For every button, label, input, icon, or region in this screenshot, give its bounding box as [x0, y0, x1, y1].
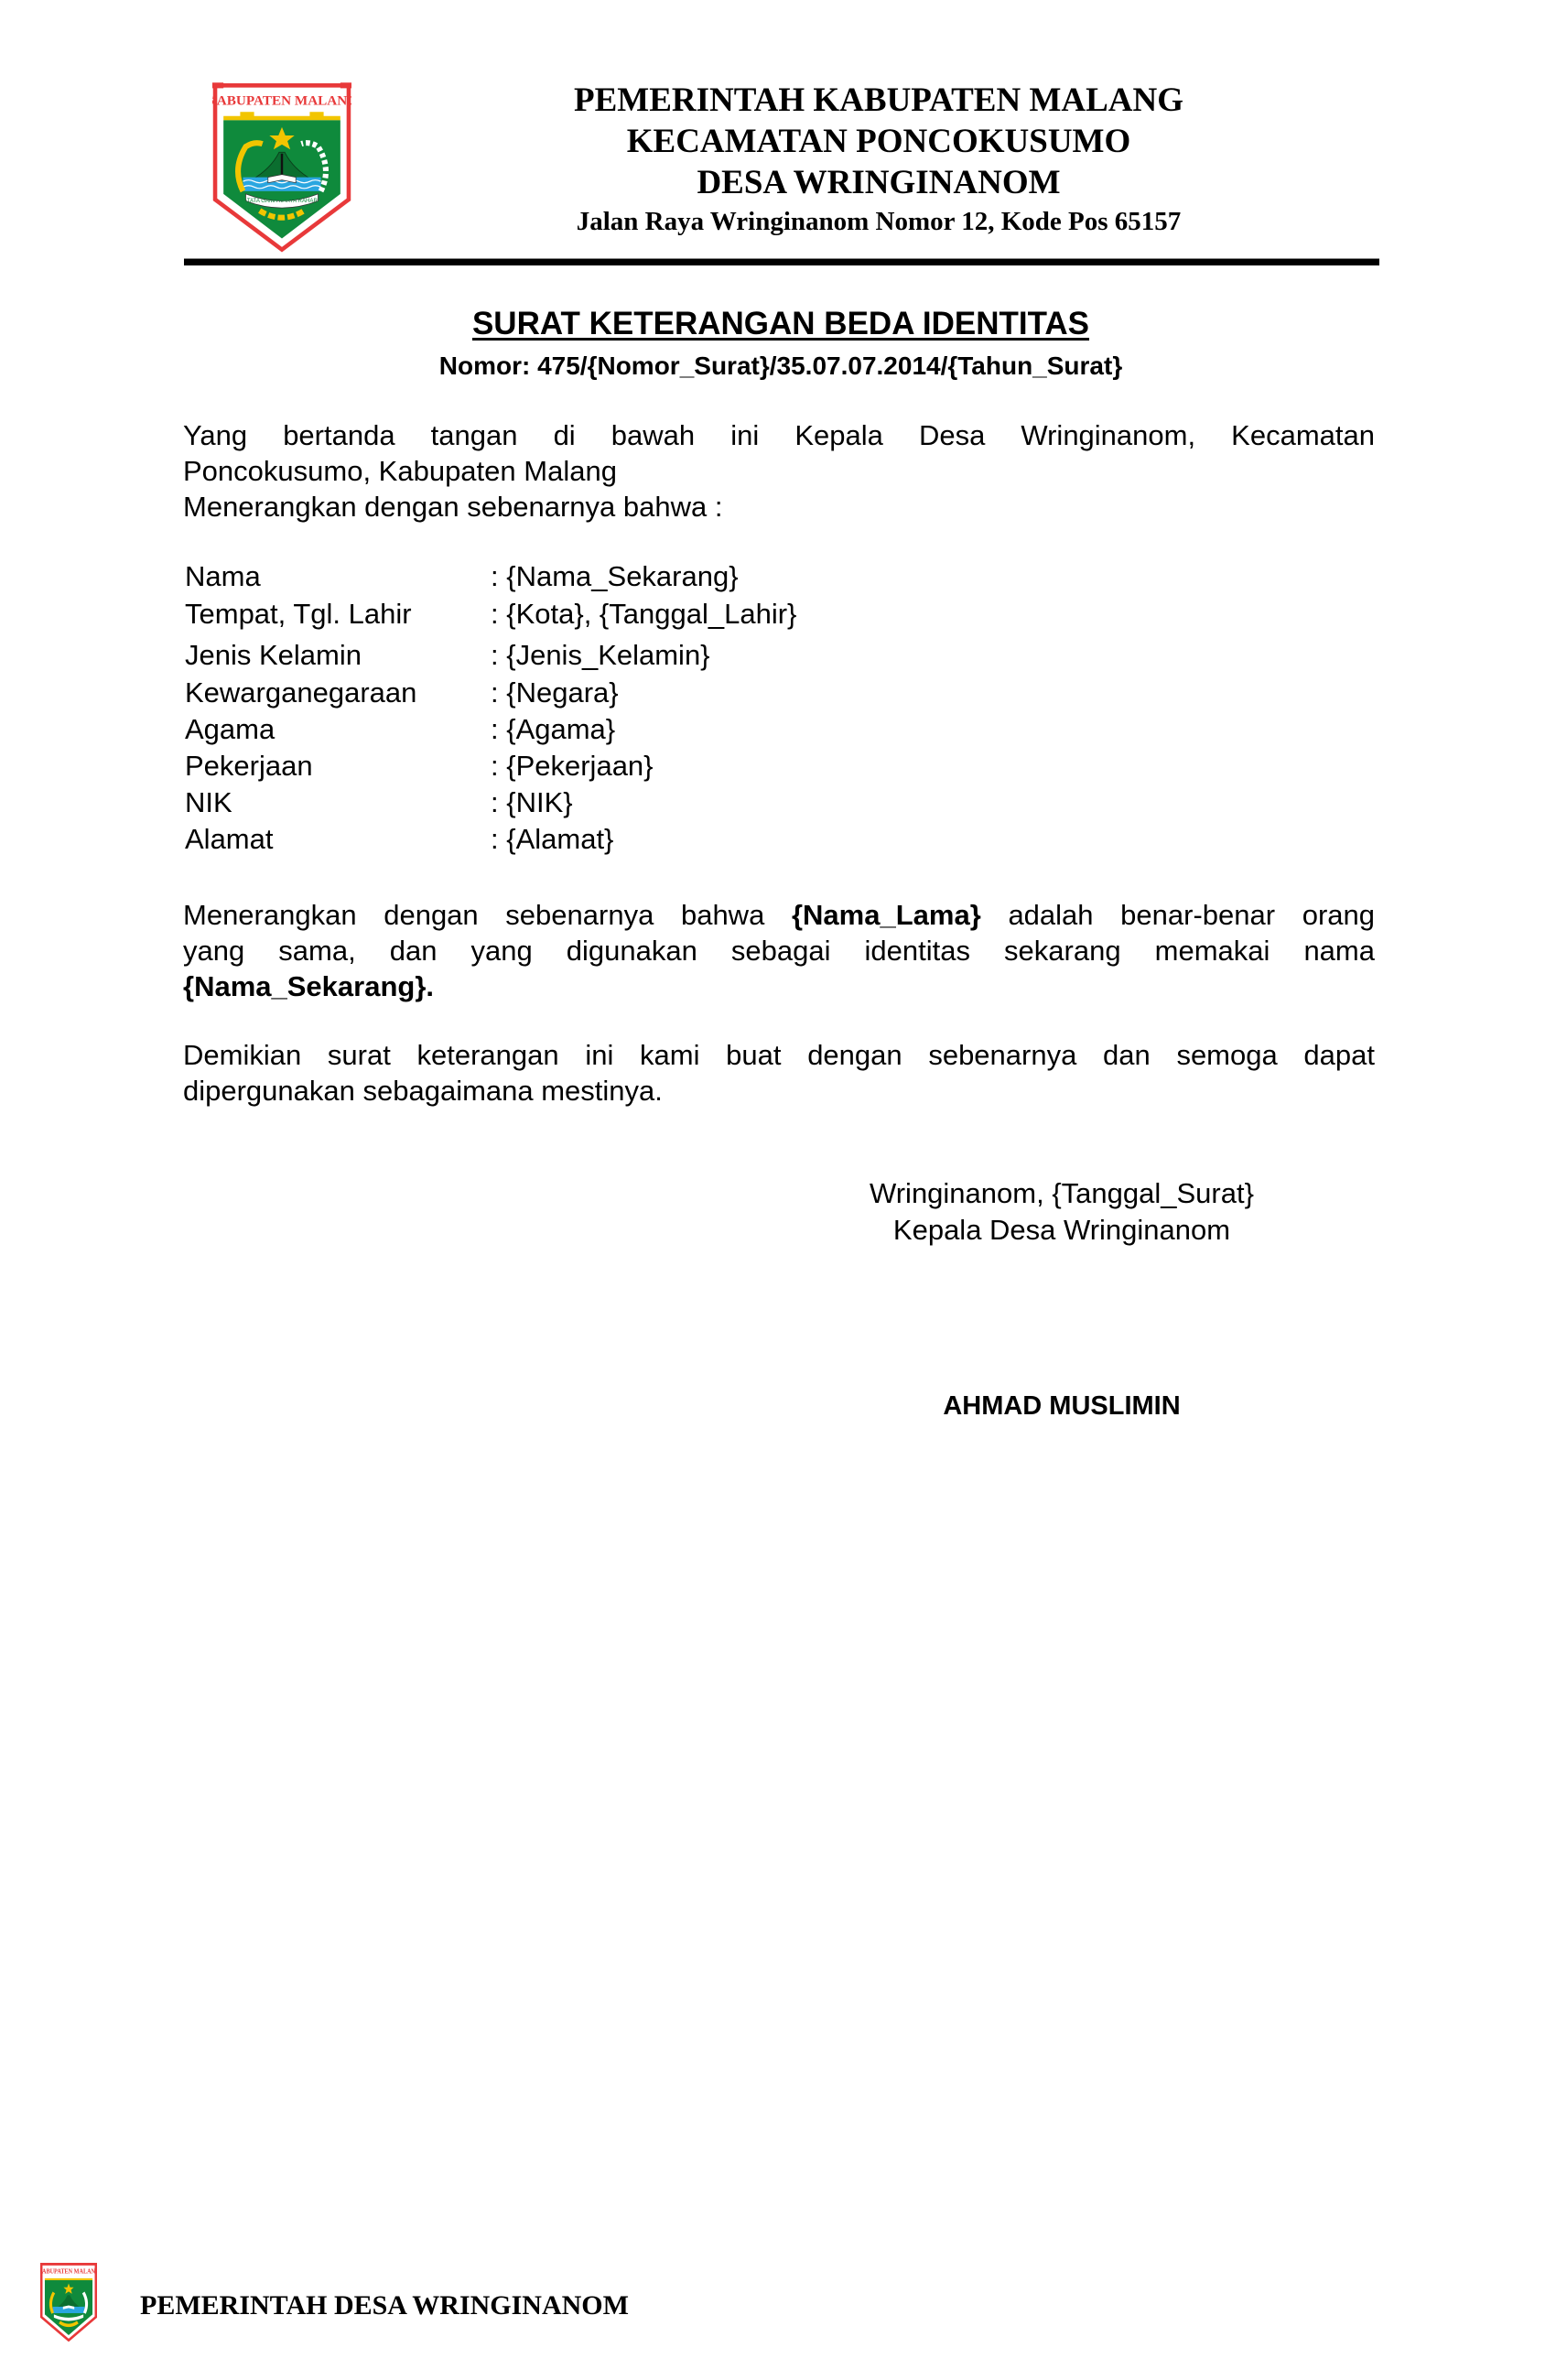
statement-text: adalah benar-benar orang [1008, 899, 1376, 931]
closing-paragraph [183, 1037, 1375, 1109]
signatory-name: AHMAD MUSLIMIN [943, 1391, 1181, 1421]
identity-value: : {Nama_Sekarang} [491, 560, 739, 592]
identity-value: : {Negara} [491, 676, 619, 709]
identity-value: : {Jenis_Kelamin} [491, 639, 710, 671]
statement-line-2: yang sama, dan yang digunakan sebagai identitas sekarang memakai nama [183, 935, 1375, 967]
identity-label: Agama [185, 713, 276, 745]
intro-paragraph [183, 417, 1375, 525]
svg-text:KABUPATEN MALANG: KABUPATEN MALANG [212, 92, 351, 109]
closing-line-2: dipergunakan sebagaimana mestinya. [183, 1075, 663, 1107]
statement-text: Menerangkan dengan sebenarnya bahwa [183, 899, 765, 931]
intro-line-2: Poncokusumo, Kabupaten Malang [183, 455, 617, 487]
identity-value: : {Pekerjaan} [491, 750, 654, 782]
kabupaten-malang-logo-icon [212, 82, 351, 253]
identity-label: Pekerjaan [185, 750, 313, 782]
signature-place-date: Wringinanom, {Tanggal_Surat} [870, 1177, 1254, 1209]
intro-line-1: Yang bertanda tangan di bawah ini Kepala Desa Wringinanom, Kecamatan [183, 419, 1375, 451]
identity-value: : {NIK} [491, 786, 573, 818]
footer-text: PEMERINTAH DESA WRINGINANOM [140, 2290, 629, 2320]
new-name-placeholder: {Nama_Sekarang}. [183, 970, 434, 1002]
letter-number: Nomor: 475/{Nomor_Surat}/35.07.07.2014/{Tahun_Surat} [438, 352, 1123, 380]
header-village-name: DESA WRINGINANOM [697, 164, 1061, 201]
header-government-name: PEMERINTAH KABUPATEN MALANG [574, 81, 1183, 119]
identity-value: : {Alamat} [491, 823, 614, 855]
statement-paragraph [183, 897, 1375, 1004]
svg-text:SATATA GAMA KARTA RAHARJA: SATATA GAMA KARTA RAHARJA [240, 198, 324, 204]
identity-label: Kewarganegaraan [185, 676, 417, 709]
header-district-name: KECAMATAN PONCOKUSUMO [626, 123, 1131, 160]
identity-value: : {Kota}, {Tanggal_Lahir} [491, 598, 797, 630]
identity-label: Nama [185, 560, 261, 592]
svg-text:KABUPATEN MALANG: KABUPATEN MALANG [40, 2267, 97, 2276]
statement-line-1 [183, 897, 1375, 933]
old-name-placeholder: {Nama_Lama} [791, 899, 981, 931]
identity-label: NIK [185, 786, 232, 818]
identity-label: Tempat, Tgl. Lahir [185, 598, 412, 630]
letter-title: SURAT KETERANGAN BEDA IDENTITAS [471, 306, 1090, 341]
footer-logo-icon [40, 2263, 97, 2342]
identity-label: Jenis Kelamin [185, 639, 362, 671]
identity-label: Alamat [185, 823, 274, 855]
closing-line-1: Demikian surat keterangan ini kami buat dengan sebenarnya dan semoga dapat [183, 1039, 1375, 1071]
header-divider [184, 258, 1379, 265]
statement-line-3 [183, 968, 1375, 1004]
header-address: Jalan Raya Wringinanom Nomor 12, Kode Pos 65157 [576, 207, 1182, 236]
signature-position: Kepala Desa Wringinanom [892, 1214, 1231, 1246]
identity-value: : {Agama} [491, 713, 616, 745]
intro-line-3: Menerangkan dengan sebenarnya bahwa : [183, 491, 723, 523]
